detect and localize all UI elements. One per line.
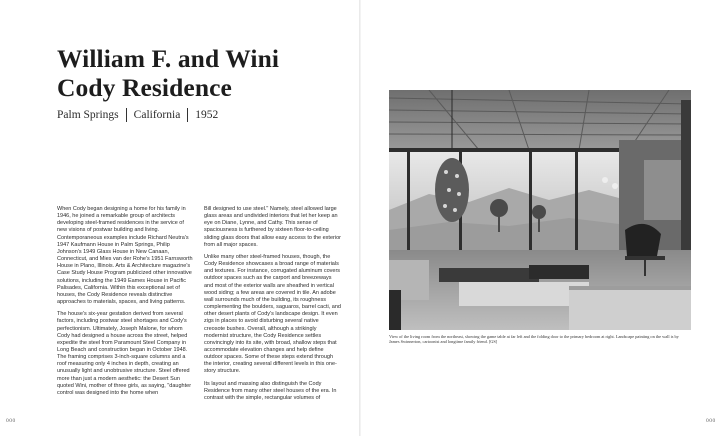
paragraph: When Cody began designing a home for his family in 1946, he joined a remarkable group of architects developing steel-framed residences in the service of new visions of postwar building and living. Contemporaneous examples include Richard Neutra's 1947 Kaufmann House in Palm Springs, Philip Johnson's 1949 Glass House in New Canaan, Connecticut, and Mies van der Rohe's 1951 Farnsworth House in Plano, Illinois. Arts & Architecture magazine's Case Study House Program publicized other innovative solutions, including the 1949 Eames House in Pacific Palisades, California. Within this exceptional set of houses, the Cody Residence reveals distinctive approaches to materials, spaces, and living patterns. <box>57 206 193 306</box>
meta-year: 1952 <box>195 109 219 121</box>
meta-state: California <box>133 109 181 121</box>
paragraph: The house's six-year gestation derived from several factors, including postwar steel shortages and Cody's perfectionism. Ultimately, Joseph Malone, for whom Cody had designed a house across the street, helped expedite the steel from Paramount Steel Company in Long Beach and construction began in October 1948. The framing comprises 3-inch-square columns and a roof measuring only 4 inches in depth, creating an unusually light and unobtrusive structure. Steel offered more than just a modern aesthetic: the Desert Sun quoted Wini, mother of three girls, as saying, "daughter control was designed into the home when <box>57 311 192 396</box>
project-meta <box>57 108 218 122</box>
body-column-2 <box>204 206 341 407</box>
page-number: 000 <box>6 418 16 424</box>
photo-caption: View of the living room from the northeast, showing the game table at far left and the folding door to the primary bedroom at right. Landscape painting on the wall is by James Swinnerton, cartoonist and longtime family friend. [GS] <box>389 334 679 345</box>
paragraph: Unlike many other steel-framed houses, though, the Cody Residence showcases a broad range of materials and textures. For instance, corrugated aluminum covers outdoor spaces such as the carport and breezeways and most of the exterior walls are sheathed in vertical wood siding; a few areas are covered in tile. An adobe wall surrounds much of the building, its roughness complementing the boulders, saguaros, barrel cacti, and other desert plants of Cody's landscape design. It even zigs in places to avoid disturbing several native creosote bushes. Overall, although a strikingly modernist structure, the Cody Residence settles convincingly into its site, with broad, shallow steps that accommodate elevation changes and help define outdoor spaces. Some of these steps extend through the interior, creating several different levels in this one-story structure. <box>204 253 341 375</box>
paragraph: Its layout and massing also distinguish the Cody Residence from many other steel houses of the era. In contrast with the simple, rectangular volumes of <box>204 380 337 401</box>
paragraph: Bill designed to use steel." Namely, steel allowed large glass areas and undivided interiors that let her keep an eye on Diane, Lynne, and Cathy. This sense of spaciousness is furthered by sixteen floor-to-ceiling sliding glass doors that allow easy access to the exterior from all major spaces. <box>204 206 341 248</box>
page-number: 000 <box>706 418 716 424</box>
meta-divider <box>126 108 127 122</box>
right-page <box>361 0 720 436</box>
page-title <box>57 44 347 102</box>
meta-divider <box>187 108 188 122</box>
living-room-photo <box>389 90 691 330</box>
left-page <box>0 0 359 436</box>
body-column-1 <box>57 206 194 402</box>
title-line-2: Cody Residence <box>57 73 232 102</box>
title-line-1: William F. and Wini <box>57 44 280 73</box>
meta-location: Palm Springs <box>57 109 119 121</box>
